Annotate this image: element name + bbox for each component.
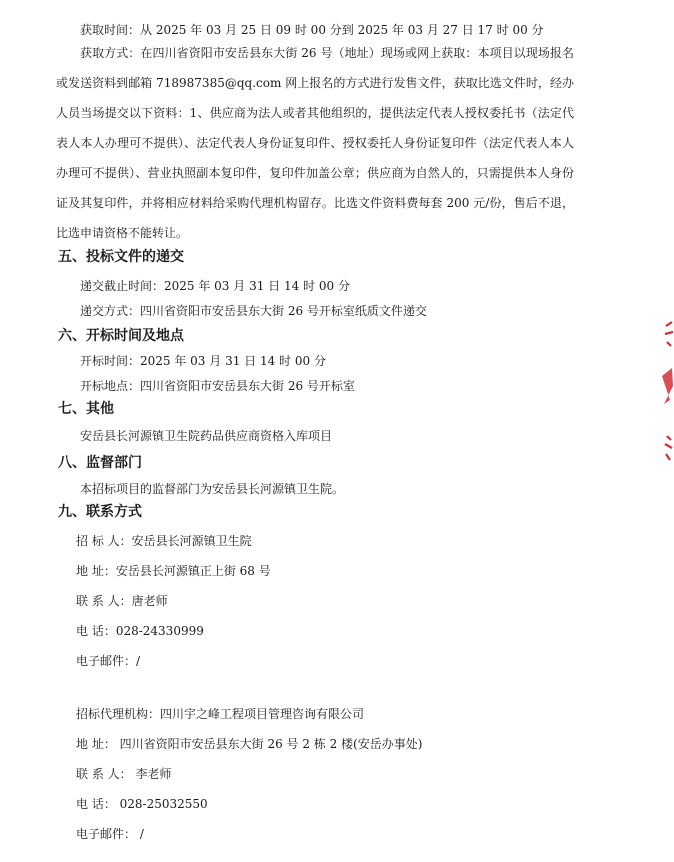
seal-stamp-icon (656, 316, 674, 476)
agency-phone: 电 话： 028-25032550 (76, 797, 208, 811)
section9-heading: 九、联系方式 (58, 504, 142, 520)
agency-name: 招标代理机构：四川宇之峰工程项目管理咨询有限公司 (76, 707, 365, 721)
tenderer-phone: 电 话：028-24330999 (76, 624, 204, 638)
project-name: 安岳县长河源镇卫生院药品供应商资格入库项目 (80, 429, 333, 443)
tenderer-contact: 联 系 人：唐老师 (76, 594, 168, 608)
section6-heading: 六、开标时间及地点 (58, 328, 184, 344)
tenderer-name: 招 标 人：安岳县长河源镇卫生院 (76, 534, 252, 548)
tenderer-email: 电子邮件：/ (76, 654, 141, 668)
agency-email: 电子邮件： / (76, 827, 144, 841)
submission-method: 递交方式：四川省资阳市安岳县东大街 26 号开标室纸质文件递交 (80, 304, 427, 318)
tenderer-address: 地 址：安岳县长河源镇正上街 68 号 (76, 564, 271, 578)
supervision-text: 本招标项目的监督部门为安岳县长河源镇卫生院。 (80, 482, 345, 496)
submission-deadline: 递交截止时间：2025 年 03 月 31 日 14 时 00 分 (80, 279, 350, 293)
section5-heading: 五、投标文件的递交 (58, 249, 184, 265)
section8-heading: 八、监督部门 (58, 455, 142, 471)
opening-time: 开标时间：2025 年 03 月 31 日 14 时 00 分 (80, 354, 326, 368)
acquisition-method: 获取方式：在四川省资阳市安岳县东大街 26 号（地址）现场或网上获取：本项目以现场报名或发送资料到邮箱 718987385@qq.com 网上报名的方式进行发售文件，获取比选文件时，经办人员当场提交以下资料：1、供应商为法人或者其他组织的，提供法定代表人授权委托书（法定代表人本人办理可不提供）、法定代表人身份证复印件、授权委托人身份证复印件（法定代表人本人办理可不提供）、营业执照副本复印件，复印件加盖公章；供应商为自然人的，只需提供本人身份证及其复印件，并将相应材料给采购代理机构留存。比选文件资料费每套 200 元/份，售后不退，比选申请资格不能转让。 (56, 46, 574, 240)
section7-heading: 七、其他 (58, 401, 114, 417)
opening-place: 开标地点：四川省资阳市安岳县东大街 26 号开标室 (80, 379, 355, 393)
agency-contact: 联 系 人： 李老师 (76, 767, 172, 781)
acquisition-time: 获取时间：从 2025 年 03 月 25 日 09 时 00 分到 2025 年 03 月 27 日 17 时 00 分 (80, 23, 544, 37)
agency-address: 地 址： 四川省资阳市安岳县东大街 26 号 2 栋 2 楼(安岳办事处) (76, 737, 423, 751)
